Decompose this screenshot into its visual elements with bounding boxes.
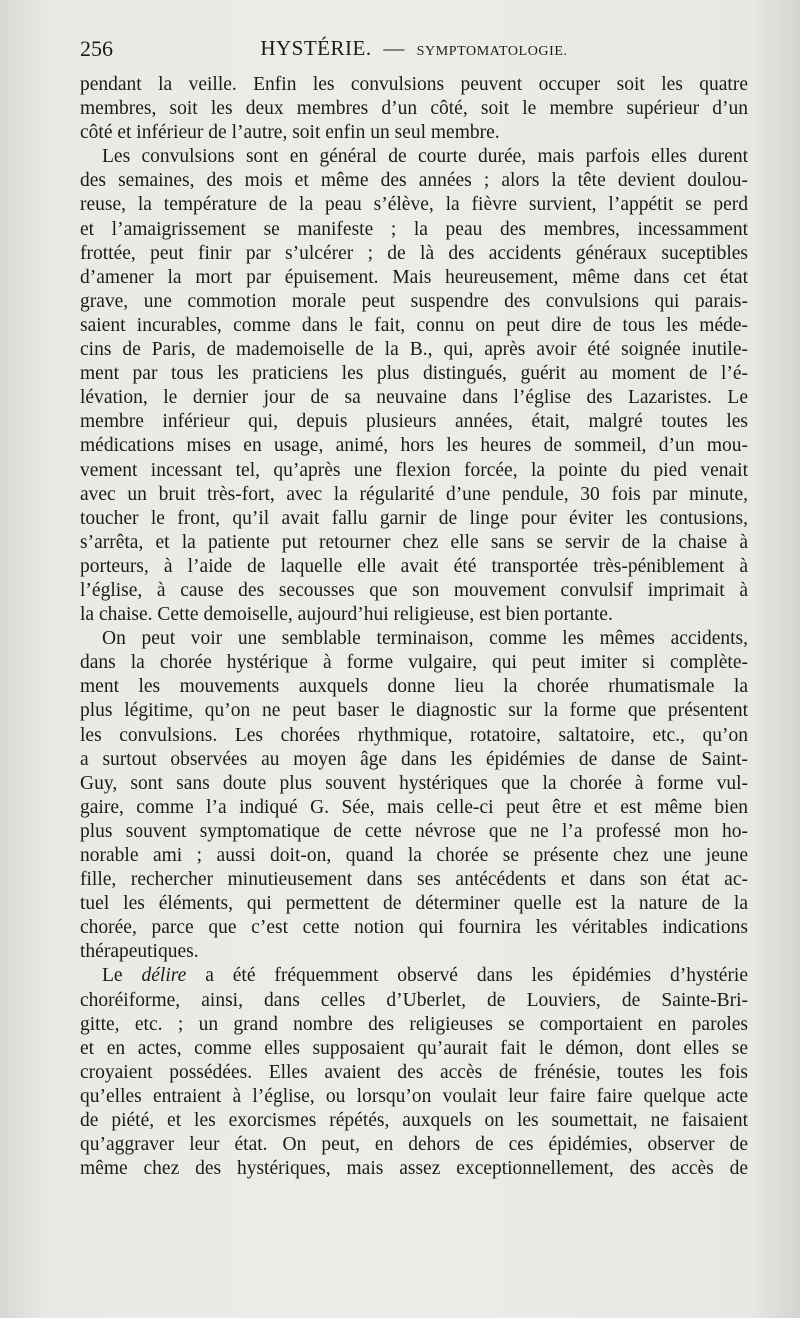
text-line: avec un bruit très-fort, avec la régularité d’une pendule, 30 fois par minute, [80, 483, 748, 505]
text-line: s’arrêta, et la patiente put retourner chez elle sans se servir de la chaise à [80, 531, 748, 553]
text-line: thérapeutiques. [80, 941, 199, 963]
text-line: tuel les éléments, qui permettent de déterminer quelle est la nature de la [80, 893, 748, 915]
text-line: plus légitime, qu’on ne peut baser le diagnostic sur la forme que présentent [80, 700, 748, 722]
text-line: de piété, et les exorcismes répétés, auxquels on les soumettait, ne faisaient [80, 1110, 748, 1132]
delire-rest: a été fréquemment observé dans les épidémies d’hystérie [205, 965, 748, 987]
text-line: médications mises en usage, animé, hors les heures de sommeil, d’un mou- [80, 435, 748, 457]
text-line: ment les mouvements auxquels donne lieu la chorée rhumatismale la [80, 676, 748, 698]
text-line: plus souvent symptomatique de cette névrose que ne l’a professé mon ho- [80, 820, 748, 842]
text-line: côté et inférieur de l’autre, soit enfin un seul membre. [80, 122, 500, 144]
page-number: 256 [80, 36, 113, 61]
text-line: et en actes, comme elles supposaient qu’aurait fait le démon, dont elles se [80, 1037, 748, 1059]
delire-lead: Le [102, 965, 123, 987]
running-head [80, 36, 748, 61]
text-line: chorée, parce que c’est cette notion qui fournira les véritables indications [80, 917, 748, 939]
text-line: dans la chorée hystérique à forme vulgaire, qui peut imiter si complète- [80, 652, 748, 674]
text-line: porteurs, à l’aide de laquelle elle avait été transportée très-péniblement à [80, 555, 748, 577]
text-line: les convulsions. Les chorées rhythmique, rotatoire, saltatoire, etc., qu’on [80, 724, 748, 746]
text-line: a surtout observées au moyen âge dans les épidémies de danse de Saint- [80, 748, 748, 770]
text-line: pendant la veille. Enfin les convulsions peuvent occuper soit les quatre [80, 74, 748, 95]
text-line: saient incurables, comme dans le fait, connu on peut dire de tous les méde- [80, 314, 748, 336]
running-head-subtitle: SYMPTOMATOLOGIE. [416, 44, 568, 59]
text-line: et l’amaigrissement se manifeste ; la peau des membres, incessamment [80, 218, 748, 240]
text-line: grave, une commotion morale peut suspendre des convulsions qui parais- [80, 290, 748, 312]
text-line: Les convulsions sont en général de courte durée, mais parfois elles durent [102, 146, 748, 168]
body-text [80, 73, 748, 1181]
text-line: norable ami ; aussi doit-on, quand la chorée se présente chez une jeune [80, 845, 748, 866]
text-line-delire [80, 964, 748, 988]
text-line: On peut voir une semblable terminaison, comme les mêmes accidents, [102, 628, 748, 650]
text-line: frottée, peut finir par s’ulcérer ; de là des accidents généraux suceptibles [80, 242, 748, 264]
text-line: gaire, comme l’a indiqué G. Sée, mais celle-ci peut être et est même bien [80, 796, 748, 818]
text-line: ment par tous les praticiens les plus distingués, guérit au moment de l’é- [80, 363, 748, 385]
delire-term: délire [141, 965, 187, 987]
text-line: choréiforme, ainsi, dans celles d’Uberlet, de Louviers, de Sainte-Bri- [80, 989, 748, 1011]
text-line: gitte, etc. ; un grand nombre des religieuses se comportaient en paroles [80, 1013, 748, 1035]
text-line: toucher le front, qu’il avait fallu garnir de linge pour éviter les contusions, [80, 507, 748, 529]
page-header [80, 36, 748, 68]
text-line: membres, soit les deux membres d’un côté, soit le membre supérieur d’un [80, 98, 748, 120]
text-line: qu’aggraver leur état. On peut, en dehors de ces épidémies, observer de [80, 1134, 748, 1156]
text-line: d’amener la mort par épuisement. Mais heureusement, même dans cet état [80, 266, 748, 288]
text-line: vement incessant tel, qu’après une flexion forcée, la pointe du pied venait [80, 459, 748, 481]
text-line: fille, rechercher minutieusement dans ses antécédents et dans son état ac- [80, 869, 748, 891]
text-line: lévation, le dernier jour de sa neuvaine dans l’église des Lazaristes. Le [80, 387, 748, 409]
text-line: Guy, sont sans doute plus souvent hystériques que la chorée à forme vul- [80, 772, 748, 794]
text-line: cins de Paris, de mademoiselle de la B., qui, après avoir été soignée inutile- [80, 339, 748, 361]
text-line: reuse, la température de la peau s’élève, la fièvre survient, l’appétit se perd [80, 194, 748, 216]
text-line: croyaient possédées. Elles avaient des accès de frénésie, toutes les fois [80, 1061, 748, 1083]
text-line: membre inférieur qui, depuis plusieurs années, était, malgré toutes les [80, 411, 748, 433]
text-line: des semaines, des mois et même des années ; alors la tête devient doulou- [80, 170, 748, 192]
text-line: la chaise. Cette demoiselle, aujourd’hui religieuse, est bien portante. [80, 604, 613, 626]
running-head-separator: — [383, 36, 405, 60]
text-line: l’église, à cause des secousses que son mouvement convulsif imprimait à [80, 579, 748, 601]
text-line: même chez des hystériques, mais assez exceptionnellement, des accès de [80, 1158, 748, 1180]
running-head-title: HYSTÉRIE. [260, 36, 372, 60]
text-line: qu’elles entraient à l’église, ou lorsqu’on voulait leur faire faire quelque acte [80, 1085, 748, 1107]
